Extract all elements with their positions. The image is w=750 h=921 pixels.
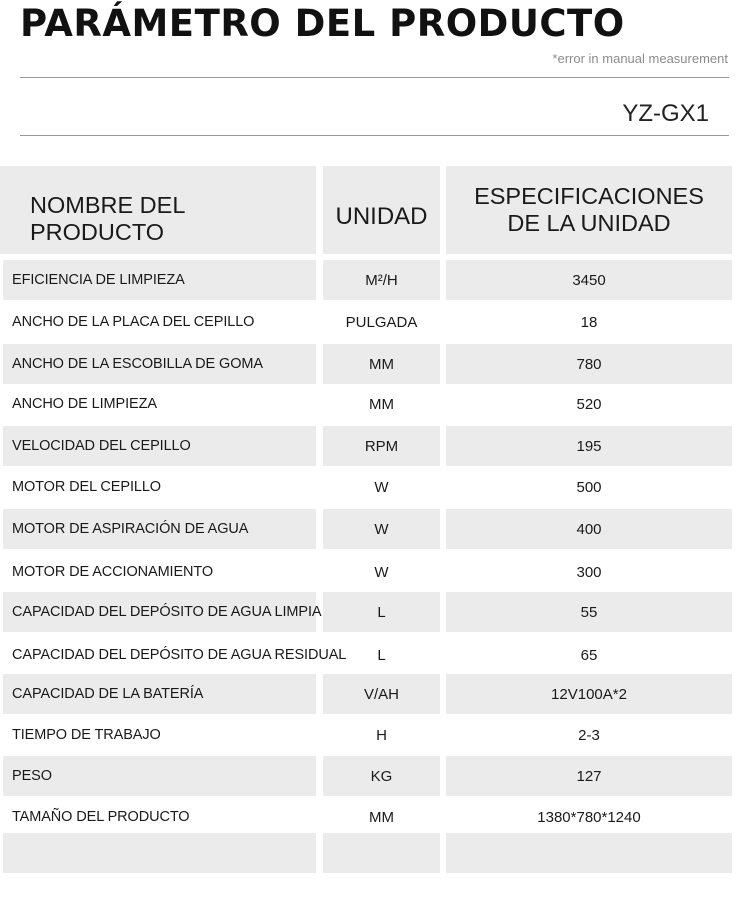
table-row bbox=[0, 796, 750, 838]
row-unit bbox=[323, 833, 440, 873]
row-value: 3450 bbox=[446, 260, 732, 300]
table-row bbox=[0, 756, 750, 796]
table-row bbox=[0, 550, 750, 594]
row-unit: M²/H bbox=[323, 260, 440, 300]
table-row bbox=[0, 426, 750, 466]
table-row bbox=[0, 466, 750, 508]
column-header-spec-line2: DE LA UNIDAD bbox=[507, 210, 671, 236]
row-name: CAPACIDAD DEL DEPÓSITO DE AGUA RESIDUAL bbox=[12, 647, 347, 663]
divider-bottom bbox=[20, 135, 729, 136]
row-unit: W bbox=[374, 563, 389, 581]
row-name: MOTOR DEL CEPILLO bbox=[12, 479, 161, 495]
table-row bbox=[0, 674, 750, 714]
row-value bbox=[446, 833, 732, 873]
column-header-spec-line1: ESPECIFICACIONES bbox=[474, 183, 704, 209]
row-name: TAMAÑO DEL PRODUCTO bbox=[12, 809, 190, 825]
row-name: MOTOR DE ACCIONAMIENTO bbox=[12, 564, 214, 580]
row-value: 127 bbox=[446, 756, 732, 796]
row-value: 18 bbox=[580, 313, 598, 331]
column-header-unit: UNIDAD bbox=[323, 166, 440, 254]
row-name: PESO bbox=[3, 756, 316, 796]
row-value: 195 bbox=[446, 426, 732, 466]
row-unit: MM bbox=[369, 395, 394, 413]
row-name: ANCHO DE LA PLACA DEL CEPILLO bbox=[12, 314, 255, 330]
spec-table bbox=[0, 166, 750, 826]
row-unit: V/AH bbox=[323, 674, 440, 714]
row-value: 400 bbox=[446, 509, 732, 549]
row-value: 65 bbox=[580, 646, 598, 664]
row-unit: H bbox=[376, 726, 387, 744]
row-unit: W bbox=[374, 478, 389, 496]
table-row bbox=[0, 592, 750, 632]
row-name: TIEMPO DE TRABAJO bbox=[12, 727, 161, 743]
row-unit: W bbox=[323, 509, 440, 549]
row-value: 300 bbox=[576, 563, 602, 581]
row-value: 2-3 bbox=[578, 726, 600, 744]
table-row bbox=[0, 633, 750, 677]
row-value: 780 bbox=[446, 344, 732, 384]
row-unit: L bbox=[377, 646, 386, 664]
row-value: 1380*780*1240 bbox=[537, 808, 641, 826]
row-unit: RPM bbox=[323, 426, 440, 466]
measurement-note: *error in manual measurement bbox=[552, 51, 728, 66]
table-row bbox=[0, 260, 750, 300]
row-name: ANCHO DE LA ESCOBILLA DE GOMA bbox=[3, 344, 316, 384]
row-name: VELOCIDAD DEL CEPILLO bbox=[3, 426, 316, 466]
column-header-spec bbox=[446, 166, 732, 254]
table-row bbox=[0, 300, 750, 344]
table-row bbox=[0, 509, 750, 549]
row-value: 520 bbox=[576, 395, 602, 413]
row-unit: MM bbox=[369, 808, 394, 826]
divider-top bbox=[20, 77, 729, 78]
table-row bbox=[0, 714, 750, 756]
row-name: ANCHO DE LIMPIEZA bbox=[12, 396, 157, 412]
row-name: CAPACIDAD DEL DEPÓSITO DE AGUA LIMPIA bbox=[3, 592, 316, 632]
row-value: 55 bbox=[446, 592, 732, 632]
column-header-name: NOMBRE DEL PRODUCTO bbox=[0, 166, 316, 254]
row-unit: KG bbox=[323, 756, 440, 796]
row-unit: MM bbox=[323, 344, 440, 384]
row-name bbox=[3, 833, 316, 873]
table-header-row bbox=[0, 166, 750, 254]
row-name: MOTOR DE ASPIRACIÓN DE AGUA bbox=[3, 509, 316, 549]
table-row bbox=[0, 384, 750, 424]
row-unit: L bbox=[323, 592, 440, 632]
row-value: 500 bbox=[576, 478, 602, 496]
row-value: 12V100A*2 bbox=[446, 674, 732, 714]
row-name: EFICIENCIA DE LIMPIEZA bbox=[3, 260, 316, 300]
model-name: YZ-GX1 bbox=[622, 100, 709, 127]
table-row bbox=[0, 344, 750, 384]
table-row bbox=[0, 833, 750, 873]
row-name: CAPACIDAD DE LA BATERÍA bbox=[3, 674, 316, 714]
row-unit: PULGADA bbox=[345, 313, 418, 331]
page-title: PARÁMETRO DEL PRODUCTO bbox=[20, 2, 625, 45]
